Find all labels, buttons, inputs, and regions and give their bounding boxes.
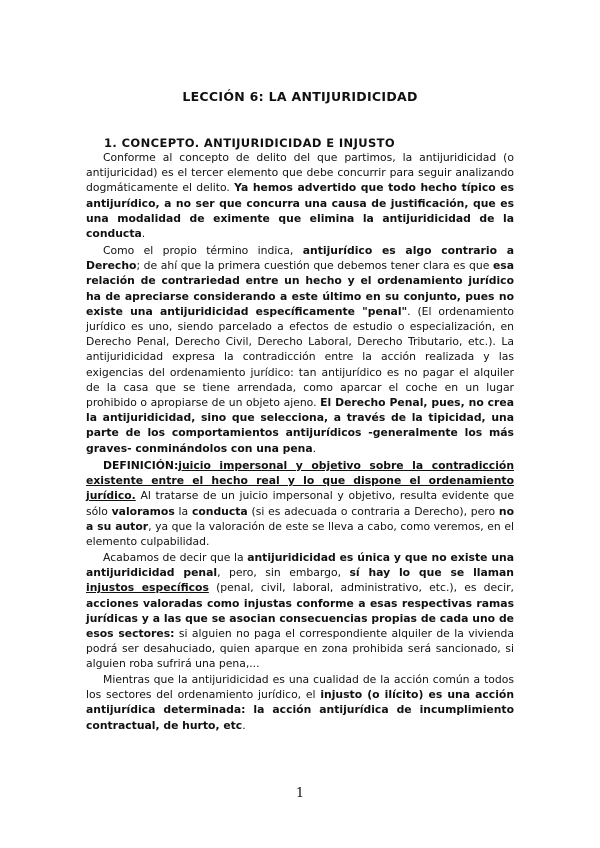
page-number: 1 bbox=[295, 786, 305, 801]
p3-bold-4: no a su autor bbox=[86, 504, 514, 533]
p2-text-1: Como el propio término indica, bbox=[103, 244, 303, 257]
p3-text-4: , ya que la valoración de este se lleva a cabo, como veremos, en el elemento culpabilidad. bbox=[86, 519, 514, 549]
section-heading: 1. CONCEPTO. ANTIJURIDICIDAD E INJUSTO bbox=[104, 136, 396, 150]
p2-text-2: ; de ahí que la primera cuestión que debemos tener clara es que bbox=[136, 259, 493, 273]
p4-text-1: Acabamos de decir que la bbox=[103, 551, 248, 564]
p4-text-3: (penal, civil, laboral, administrativo, etc.), es decir, bbox=[208, 581, 514, 595]
p3-text-1: Al tratarse de un juicio impersonal y objetivo, resulta evidente que sólo bbox=[86, 489, 514, 518]
paragraph-4 bbox=[86, 550, 514, 672]
p4-bold-3: acciones valoradas como injustas conforme a esas respectivas ramas jurídicas y a las que se asocian consecuencias propias de cada uno de esos sectores: bbox=[86, 596, 514, 641]
p3-text-2: la bbox=[174, 504, 192, 518]
p5-text-1: Mientras que la antijuridicidad es una cualidad de la acción común a todos los sectores del ordenamiento jurídico, el bbox=[86, 673, 514, 702]
p4-text-4: si alguien no paga el correspondiente alquiler de la vivienda podrá ser desahuciado, quien aparque en zona prohibida será sancionado, si alguien roba sufrirá una pena,... bbox=[86, 627, 514, 671]
p3-bold-2: valoramos bbox=[111, 504, 175, 518]
p4-bold-2: sí hay lo que se llaman bbox=[349, 566, 514, 580]
p3-bold-3: conducta bbox=[191, 504, 248, 518]
p1-text-2: . bbox=[141, 227, 146, 241]
p2-bold-1: antijurídico es algo contrario a Derecho bbox=[86, 244, 514, 273]
p1-text-1: Conforme al concepto de delito del que partimos, la antijuridicidad (o antijuricidad) es el tercer elemento que debe concurrir para seguir analizando dogmáticamente el delito. bbox=[86, 151, 514, 195]
p1-bold-1: Ya hemos advertido que todo hecho típico es antijurídico, a no ser que concurra una causa de justificación, que es una modalidad de eximente que elimina la antijuridicidad de la conducta bbox=[86, 181, 514, 241]
p4-text-2: , pero, sin embargo, bbox=[217, 566, 350, 580]
p4-bold-1: antijuridicidad es única y que no existe una antijuridicidad penal bbox=[86, 551, 514, 580]
p2-bold-2: esa relación de contrariedad entre un hecho y el ordenamiento jurídico ha de apreciarse considerando a este último en su conjunto, pues no existe una antijuridicidad específicamente "penal" bbox=[86, 259, 514, 318]
p2-text-4: . bbox=[312, 441, 317, 455]
paragraph-2 bbox=[86, 243, 514, 456]
definition-text: juicio impersonal y objetivo sobre la contradicción existente entre el hecho real y lo que dispone el ordenamiento jurídico. bbox=[86, 459, 514, 503]
p5-text-2: . bbox=[242, 718, 246, 732]
p2-bold-3: El Derecho Penal, pues, no crea la antijuridicidad, sino que selecciona, a través de la tipicidad, una parte de los comportamientos antijurídicos -generalmente los más graves- conminándolos con una pena bbox=[86, 396, 514, 455]
injustos-especificos: injustos específicos bbox=[86, 581, 209, 595]
p5-bold-1: injusto (o ilícito) es una acción antijurídica determinada: la acción antijurídica de incumplimiento contractual, de hurto, etc bbox=[86, 688, 515, 732]
lesson-title: LECCIÓN 6: LA ANTIJURIDICIDAD bbox=[182, 89, 418, 104]
p3-text-3: (si es adecuada o contraria a Derecho), pero bbox=[247, 504, 499, 518]
paragraph-1 bbox=[86, 150, 514, 241]
p2-text-3: . (El ordenamiento jurídico es uno, siendo parcelado a efectos de estudio o especialización, en Derecho Penal, Derecho Civil, Derecho Laboral, Derecho Tributario, etc.). La antijuridicidad expresa la contradicción entre la acción realizada y las exigencias del ordenamiento jurídico: tan antijurídico es no pagar el alquiler de la casa que se tiene arrendada, como aparcar el coche en un lugar prohibido o apropiarse de un objeto ajeno. bbox=[86, 304, 515, 410]
paragraph-5 bbox=[86, 672, 514, 733]
definition-label: DEFINICIÓN: bbox=[103, 459, 179, 472]
paragraph-definition bbox=[86, 458, 514, 549]
